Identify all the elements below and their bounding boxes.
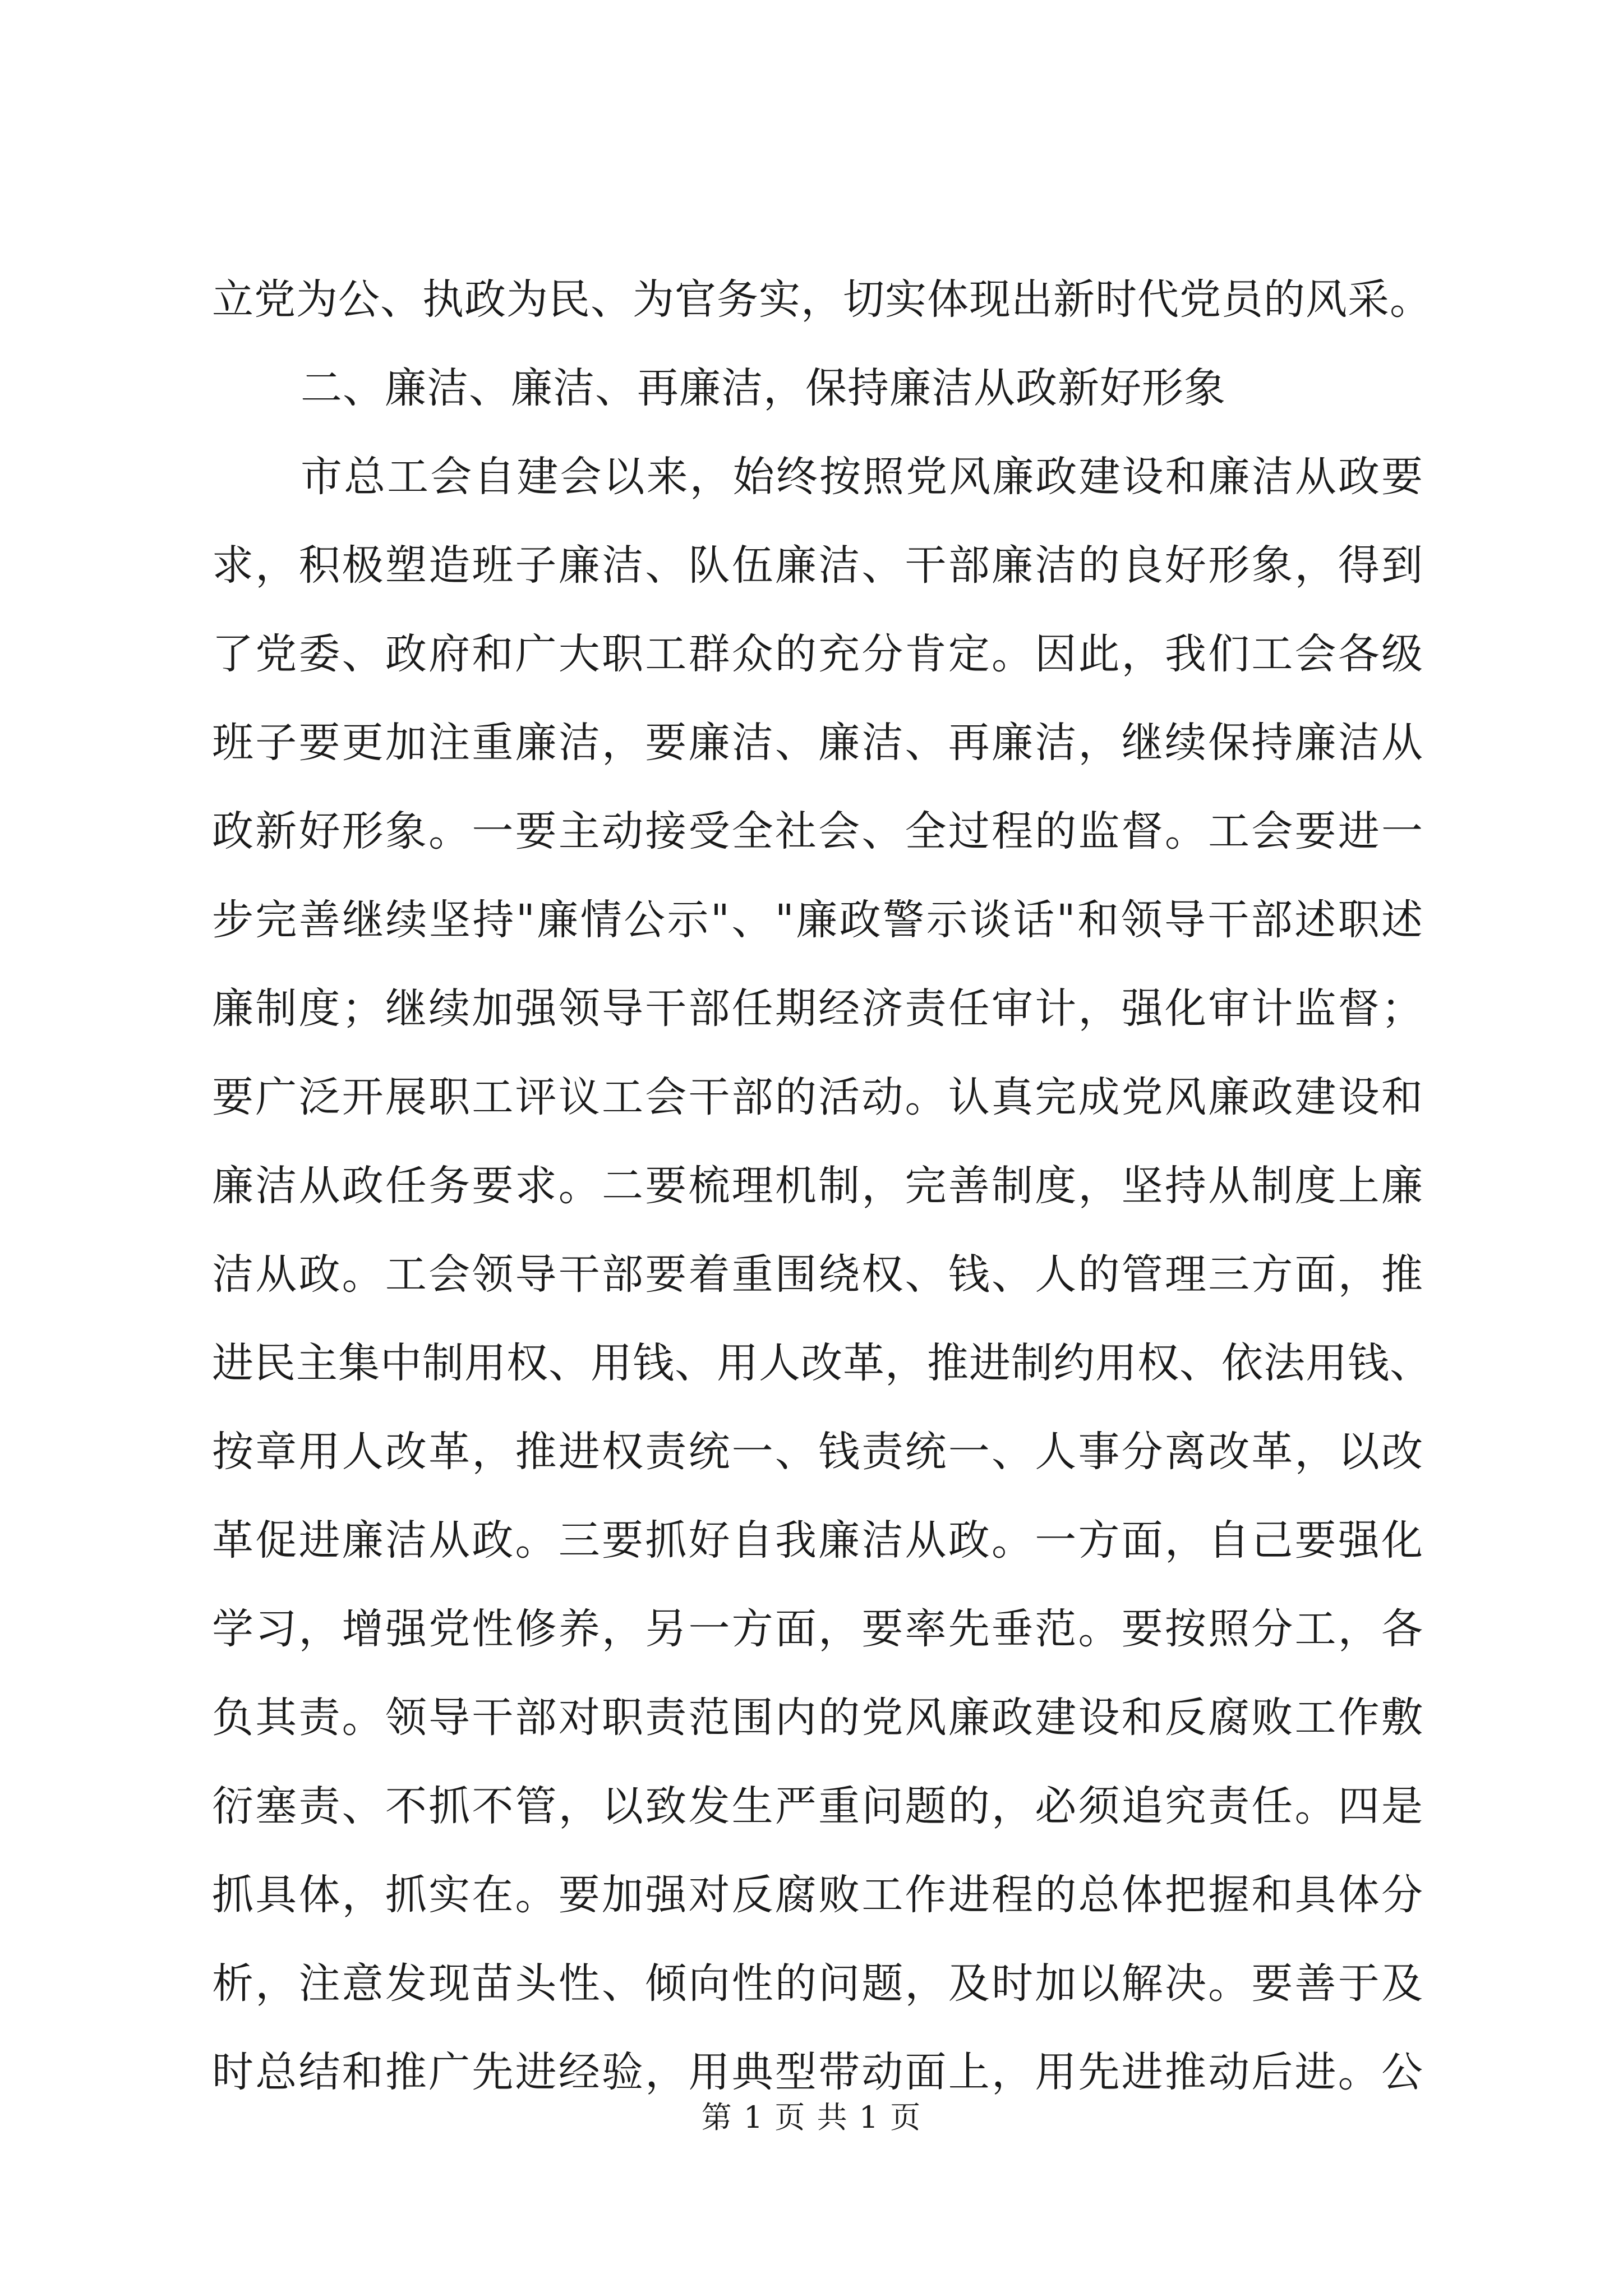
text-line: 学习，增强党性修养，另一方面，要率先垂范。要按照分工，各 [212, 1605, 1423, 1653]
text-line: 革促进廉洁从政。三要抓好自我廉洁从政。一方面，自己要强化 [212, 1516, 1423, 1565]
text-line: 要广泛开展职工评议工会干部的活动。认真完成党风廉政建设和 [212, 1073, 1423, 1121]
text-line: 析，注意发现苗头性、倾向性的问题，及时加以解决。要善于及 [212, 1959, 1423, 2008]
text-line: 廉洁从政任务要求。二要梳理机制，完善制度，坚持从制度上廉 [212, 1162, 1423, 1210]
text-line: 洁从政。工会领导干部要着重围绕权、钱、人的管理三方面，推 [212, 1250, 1423, 1299]
text-line: 了党委、政府和广大职工群众的充分肯定。因此，我们工会各级 [212, 630, 1423, 678]
text-line: 按章用人改革，推进权责统一、钱责统一、人事分离改革，以改 [212, 1428, 1423, 1476]
text-line: 衍塞责、不抓不管，以致发生严重问题的，必须追究责任。四是 [212, 1782, 1423, 1830]
text-line: 立党为公、执政为民、为官务实，切实体现出新时代党员的风采。 [212, 275, 1432, 324]
text-line: 求，积极塑造班子廉洁、队伍廉洁、干部廉洁的良好形象，得到 [212, 541, 1423, 590]
text-line: 时总结和推广先进经验，用典型带动面上，用先进推动后进。公 [212, 2048, 1423, 2096]
text-line: 政新好形象。一要主动接受全社会、全过程的监督。工会要进一 [212, 807, 1423, 855]
page-number-footer: 第 1 页 共 1 页 [701, 2100, 922, 2135]
text-line: 步完善继续坚持"廉情公示"、"廉政警示谈话"和领导干部述职述 [212, 896, 1423, 944]
text-line: 进民主集中制用权、用钱、用人改革，推进制约用权、依法用钱、 [212, 1339, 1432, 1387]
text-line: 抓具体，抓实在。要加强对反腐败工作进程的总体把握和具体分 [212, 1871, 1423, 1919]
text-line: 负其责。领导干部对职责范围内的党风廉政建设和反腐败工作敷 [212, 1694, 1423, 1742]
text-line: 班子要更加注重廉洁，要廉洁、廉洁、再廉洁，继续保持廉洁从 [212, 719, 1423, 767]
section-heading: 二、廉洁、廉洁、再廉洁，保持廉洁从政新好形象 [301, 364, 1226, 412]
document-body [212, 255, 1432, 2116]
text-line: 市总工会自建会以来，始终按照党风廉政建设和廉洁从政要 [301, 453, 1423, 501]
text-line: 廉制度；继续加强领导干部任期经济责任审计，强化审计监督； [212, 984, 1423, 1033]
